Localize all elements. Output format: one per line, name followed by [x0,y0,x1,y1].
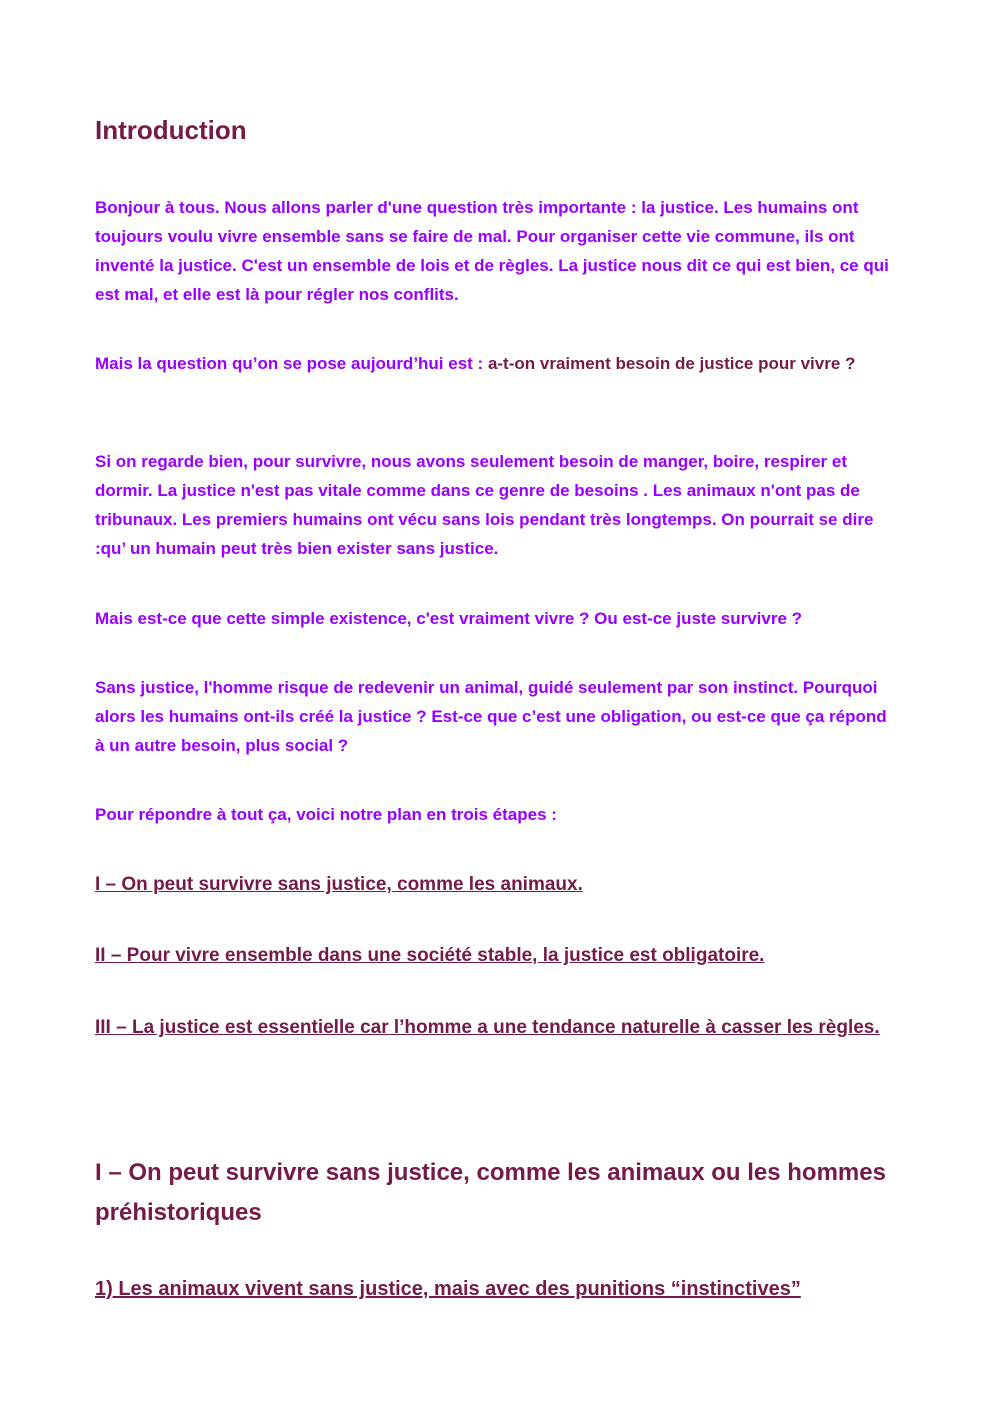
section-1-subheading-1: 1) Les animaux vivent sans justice, mais avec des punitions “instinctives” [95,1278,801,1300]
intro-paragraph-2-lead: Mais la question qu’on se pose aujourd’hui est : [95,354,488,373]
intro-paragraph-6: Pour répondre à tout ça, voici notre plan en trois étapes : [95,805,557,824]
central-question: a-t-on vraiment besoin de justice pour vivre ? [487,354,856,373]
plan-item-2: II – Pour vivre ensemble dans une société stable, la justice est obligatoire. [95,945,765,966]
intro-paragraph-3: Si on regarde bien, pour survivre, nous avons seulement besoin de manger, boire, respirer et dormir. La justice n'est pas vitale comme dans ce genre de besoins . Les animaux n'ont pas de tribunaux. Les premiers humains ont vécu sans lois pendant très longtemps. On pourrait se dire :qu’ un humain peut très bien exister sans justice. [95,452,874,558]
section-1-heading: I – On peut survivre sans justice, comme les animaux ou les hommes préhistoriques [95,1159,886,1226]
intro-paragraph-2 [95,349,895,378]
intro-paragraph-4: Mais est-ce que cette simple existence, c'est vraiment vivre ? Ou est-ce juste survivre ? [95,609,803,628]
intro-paragraph-1: Bonjour à tous. Nous allons parler d'une question très importante : la justice. Les humains ont toujours voulu vivre ensemble sans se faire de mal. Pour organiser cette vie commune, ils ont inventé la justice. C'est un ensemble de lois et de règles. La justice nous dit ce qui est bien, ce qui est mal, et elle est là pour régler nos conflits. [95,198,889,304]
plan-item-3: III – La justice est essentielle car l’homme a une tendance naturelle à casser les règles. [95,1017,880,1038]
intro-paragraph-5: Sans justice, l'homme risque de redevenir un animal, guidé seulement par son instinct. Pourquoi alors les humains ont-ils créé la justice ? Est-ce que c’est une obligation, ou est-ce que ça répond à un autre besoin, plus social ? [95,678,887,755]
intro-heading: Introduction [95,115,247,145]
plan-item-1: I – On peut survivre sans justice, comme les animaux. [95,874,583,895]
